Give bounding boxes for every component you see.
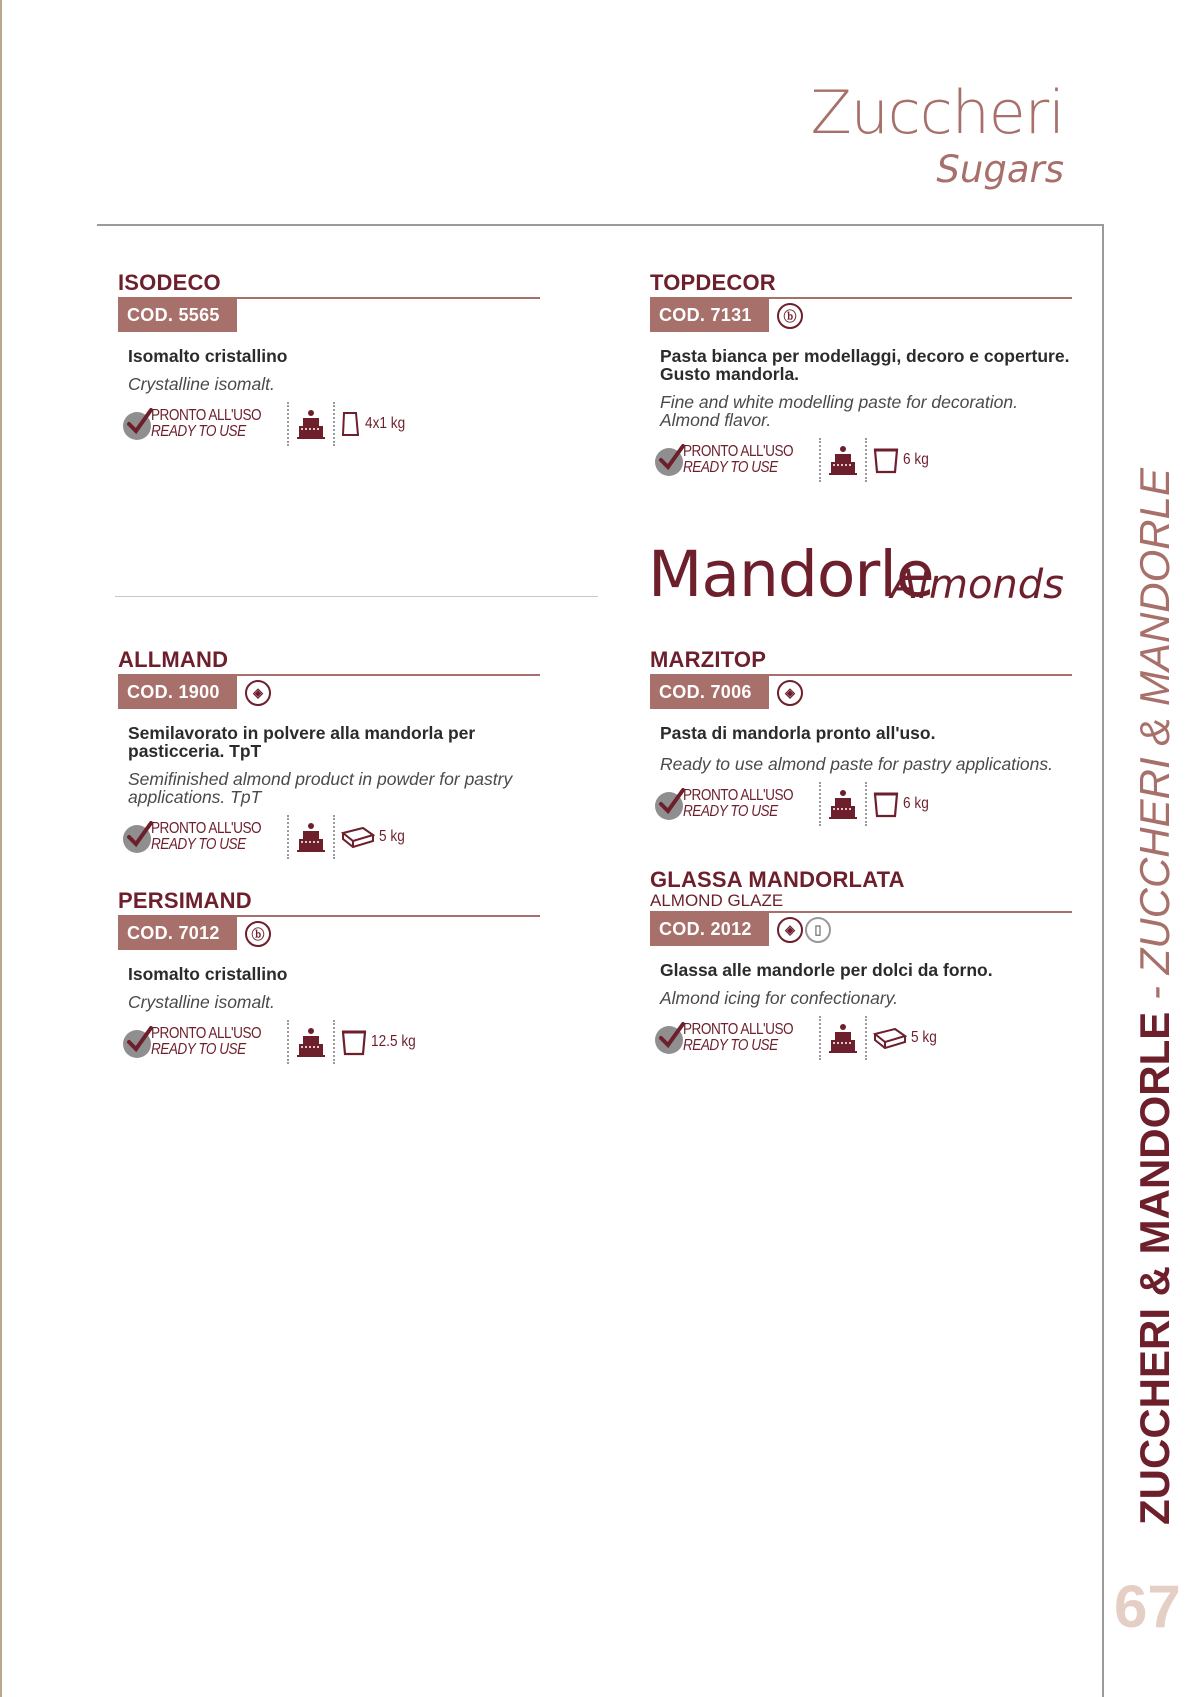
allergen-icon: ⓑ [245,921,271,947]
package-info [341,825,408,849]
dotted-separator [819,1016,821,1060]
package-info [341,1028,422,1056]
dotted-separator [865,782,867,826]
code-row [118,299,540,332]
description-english: Crystalline isomalt. [128,992,275,1012]
package-weight: 5 kg [378,828,405,845]
product-name: ISODECO [118,270,221,295]
product-allmand [118,647,540,858]
product-name: TOPDECOR [650,270,776,295]
cake-icon [295,1024,327,1060]
cake-icon [295,819,327,855]
code-row [650,299,1072,332]
description-english: Crystalline isomalt. [128,374,275,394]
dotted-separator [865,438,867,482]
product-name: MARZITOP [650,647,767,672]
dotted-separator [287,402,289,446]
package-info [873,1026,940,1050]
check-icon [655,1026,683,1054]
frame-top-rule [97,224,1104,226]
frame-right-rule [1102,224,1104,1697]
dotted-separator [819,782,821,826]
cake-icon [827,442,859,478]
dotted-separator [287,1020,289,1064]
page-edge [0,0,2,1697]
product-code: COD. 7131 [650,299,769,332]
package-weight: 6 kg [902,795,929,812]
check-icon [123,412,151,440]
box-icon [873,1026,907,1050]
dotted-separator [333,815,335,859]
section-divider [115,596,598,597]
ready-to-use-label: PRONTO ALL'USO READY TO USE [151,1025,262,1058]
dotted-separator [865,1016,867,1060]
side-category-tag [1132,468,1178,1525]
description-italian: Pasta bianca per modellaggi, decoro e coperture. Gusto mandorla. [660,346,1070,384]
ready-to-use-label: PRONTO ALL'USO READY TO USE [151,820,262,853]
description-italian: Glassa alle mandorle per dolci da forno. [660,960,993,980]
description-english: Almond icing for confectionary. [660,988,898,1008]
dotted-separator [819,438,821,482]
package-weight: 4x1 kg [364,415,405,432]
allergen-icon: ⓑ [777,303,803,329]
page-number: 67 [1114,1573,1181,1640]
code-row [118,917,540,950]
product-badges [123,403,540,445]
product-badges [123,1021,540,1063]
description-italian: Semilavorato in polvere alla mandorla per pasticceria. TpT [128,723,476,761]
package-info [341,411,411,437]
description-english: Semifinished almond product in powder for pastry applications. TpT [128,769,513,807]
check-icon [123,1030,151,1058]
bucket-icon [341,1028,367,1056]
allergen-icon: ◈ [777,680,803,706]
cake-icon [827,1020,859,1056]
description-english: Ready to use almond paste for pastry applications. [660,754,1053,774]
product-name: PERSIMAND [118,888,252,913]
section-subtitle: Almonds [890,562,1064,608]
section-title: Mandorle [648,538,934,611]
ready-to-use-label: PRONTO ALL'USO READY TO USE [151,407,262,440]
product-persimand [118,888,540,1063]
page-title: Zuccheri [810,78,1064,148]
allergen-secondary-icon: ▯ [805,917,831,943]
package-weight: 5 kg [910,1029,937,1046]
check-icon [655,792,683,820]
product-badges [655,439,1072,481]
product-code: COD. 5565 [118,299,237,332]
bucket-icon [873,446,899,474]
ready-to-use-label: PRONTO ALL'USO READY TO USE [683,1021,794,1054]
package-info [873,790,932,818]
product-marzitop [650,647,1072,825]
product-glassa-mandorlata [650,867,1072,1059]
description-italian: Isomalto cristallino [128,964,288,984]
dotted-separator [333,402,335,446]
product-badges [655,1017,1072,1059]
ready-to-use-label: PRONTO ALL'USO READY TO USE [683,787,794,820]
bucket-icon [873,790,899,818]
dotted-separator [333,1020,335,1064]
product-badges [123,816,540,858]
product-name: GLASSA MANDORLATA [650,867,905,892]
package-weight: 6 kg [902,451,929,468]
cake-icon [827,786,859,822]
product-badges [655,783,1072,825]
ready-to-use-label: PRONTO ALL'USO READY TO USE [683,443,794,476]
check-icon [655,448,683,476]
check-icon [123,825,151,853]
description-english: Fine and white modelling paste for decoration. Almond flavor. [660,392,1018,430]
product-isodeco [118,270,540,445]
product-code: COD. 7006 [650,676,769,709]
product-english-name: ALMOND GLAZE [650,891,784,910]
page-subtitle: Sugars [936,148,1064,191]
side-tag-light: - ZUCCHERI & MANDORLE [1131,467,1178,1012]
package-info [873,446,932,474]
product-code: COD. 1900 [118,676,237,709]
package-weight: 12.5 kg [370,1033,416,1050]
description-italian: Isomalto cristallino [128,346,288,366]
code-row [650,676,1072,709]
description-italian: Pasta di mandorla pronto all'uso. [660,723,936,743]
product-topdecor [650,270,1072,481]
bag-icon [341,411,361,437]
cake-icon [295,406,327,442]
product-code: COD. 7012 [118,917,237,950]
code-row [650,913,1072,946]
box-icon [341,825,375,849]
code-row [118,676,540,709]
allergen-icon: ◈ [777,917,803,943]
side-tag-bold: ZUCCHERI & MANDORLE [1131,1011,1178,1525]
dotted-separator [287,815,289,859]
allergen-icon: ◈ [245,680,271,706]
product-code: COD. 2012 [650,913,769,946]
product-name: ALLMAND [118,647,229,672]
